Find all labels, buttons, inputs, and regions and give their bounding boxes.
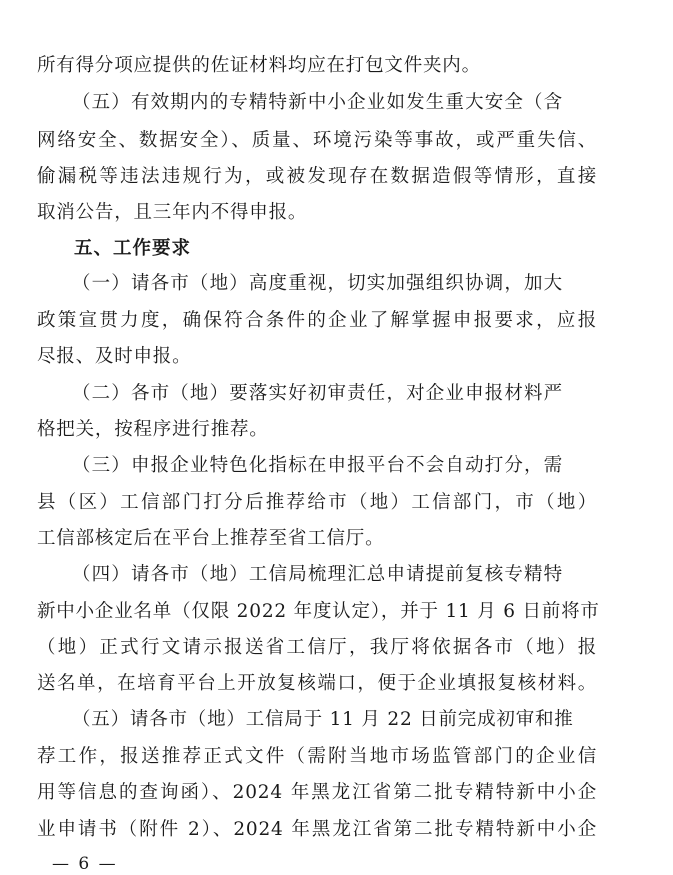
- text-line: （一）请各市（地）高度重视，切实加强组织协调，加大: [72, 273, 563, 294]
- text-line: （五）请各市（地）工信局于 11 月 22 日前完成初审和推: [72, 709, 574, 730]
- section-heading: 五、工作要求: [74, 238, 192, 259]
- page-number: — 6 —: [52, 854, 118, 874]
- text-line: 工信部核定后在平台上推荐至省工信厅。: [37, 528, 385, 549]
- text-line: 所有得分项应提供的佐证材料均应在打包文件夹内。: [37, 55, 481, 76]
- text-line: 新中小企业名单（仅限 2022 年度认定），并于 11 月 6 日前将市: [37, 601, 600, 622]
- text-line: 政策宣贯力度，确保符合条件的企业了解掌握申报要求，应报: [37, 310, 597, 331]
- text-line: 偷漏税等违法违规行为，或被发现存在数据造假等情形，直接: [37, 166, 597, 187]
- text-line: 网络安全、数据安全）、质量、环境污染等事故，或严重失信、: [37, 130, 597, 151]
- text-line: 荐工作，报送推荐正式文件（需附当地市场监管部门的企业信: [37, 746, 597, 767]
- text-line: 业申请书（附件 2）、2024 年黑龙江省第二批专精特新中小企: [37, 819, 597, 840]
- text-line: 取消公告，且三年内不得申报。: [37, 202, 308, 223]
- text-line: （二）各市（地）要落实好初审责任，对企业申报材料严: [72, 383, 563, 404]
- text-line: 县（区）工信部门打分后推荐给市（地）工信部门，市（地）: [37, 492, 597, 513]
- text-line: （三）申报企业特色化指标在申报平台不会自动打分，需: [72, 455, 563, 476]
- text-line: （四）请各市（地）工信局梳理汇总申请提前复核专精特: [72, 564, 563, 585]
- text-line: （五）有效期内的专精特新中小企业如发生重大安全（含: [72, 92, 563, 113]
- text-line: 用等信息的查询函）、2024 年黑龙江省第二批专精特新中小企: [37, 782, 597, 803]
- text-line: 送名单，在培育平台上开放复核端口，便于企业填报复核材料。: [37, 673, 597, 694]
- text-line: 格把关，按程序进行推荐。: [37, 419, 269, 440]
- text-line: （地）正式行文请示报送省工信厅，我厅将依据各市（地）报: [37, 637, 597, 658]
- text-line: 尽报、及时申报。: [37, 346, 192, 367]
